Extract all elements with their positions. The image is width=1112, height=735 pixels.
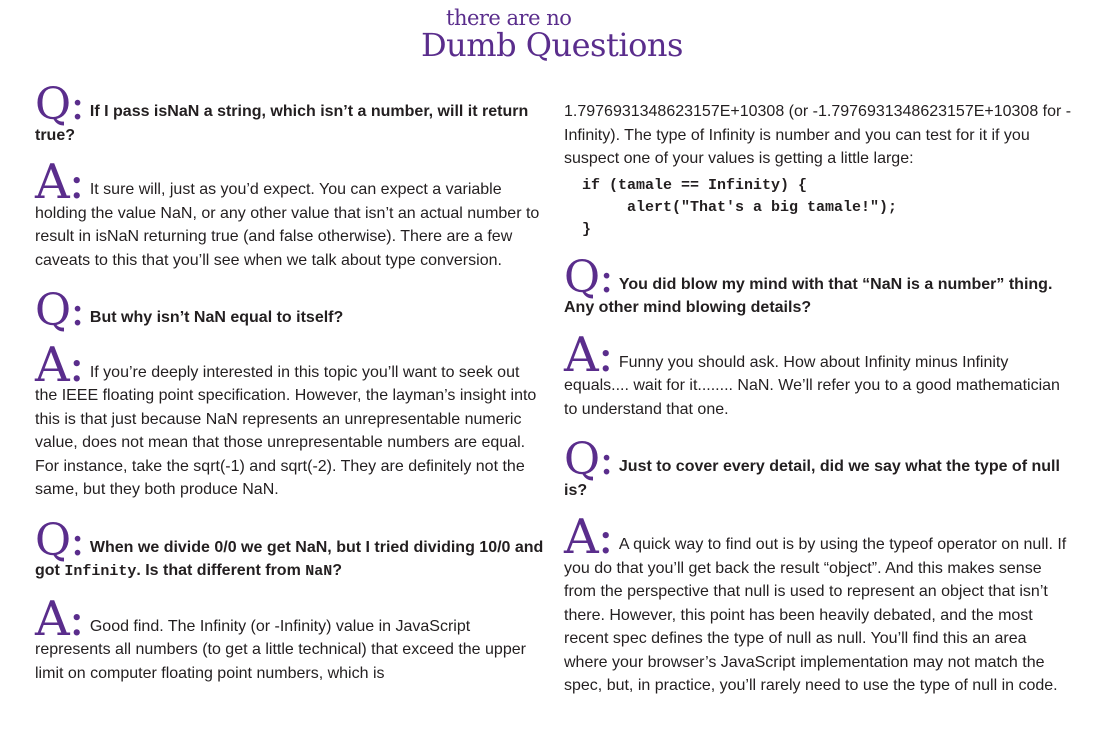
question-3-text-a: When we divide 0/0 we get NaN, but I tried dividing 10/0 and got (35, 538, 544, 579)
answer-5 (564, 509, 1074, 698)
code-line-3: } (582, 220, 592, 238)
question-3-code-nan: NaN (305, 563, 333, 580)
question-4 (564, 251, 1074, 320)
question-3-text-c: ? (332, 562, 343, 579)
page-header (0, 0, 1112, 80)
question-4-text: You did blow my mind with that “NaN is a number” thing. Any other mind blowing details? (564, 275, 1053, 316)
q-marker: Q: (35, 285, 84, 336)
answer-2 (35, 336, 545, 502)
answer-3-continued: 1.7976931348623157E+10308 (or -1.7976931348623157E+10308 for -Infinity). The type of Infinity is number and you can test for it if you suspect one of your values is getting a little large: (564, 103, 1072, 167)
question-1 (35, 79, 545, 147)
code-line-1: if (tamale == Infinity) { (582, 176, 808, 194)
header-title: Dumb Questions (421, 26, 683, 64)
answer-5-text: A quick way to find out is by using the typeof operator on null. If you do that you’ll get back the result “object”. And this makes sense from the perspective that null is used to represent an object that isn’t there. However, this point has been heavily debated, and the most recent spec defines the type of null as null. You’ll find this an area where your browser’s JavaScript implementation may not match the spec, but, in practice, you’ll rarely need to use the type of null in code. (564, 536, 1067, 694)
answer-3 (35, 590, 545, 686)
q-marker: Q: (564, 434, 613, 485)
answer-2-text: If you’re deeply interested in this topic you’ll want to seek out the IEEE floating point specification. However, the layman’s insight into this is that just because NaN represents an unrepresentable numeric value, does not mean that those unrepresentable numbers are equal. For instance, take the sqrt(-1) and sqrt(-2). They are definitely not the same, but they both produce NaN. (35, 363, 537, 498)
left-column (35, 79, 545, 709)
question-5-text: Just to cover every detail, did we say what the type of null is? (564, 458, 1060, 499)
right-column (564, 100, 1074, 722)
question-1-text: If I pass isNaN a string, which isn’t a number, will it return true? (35, 103, 529, 144)
a-marker: A: (35, 336, 84, 393)
question-2-text: But why isn’t NaN equal to itself? (89, 309, 344, 326)
code-snippet (582, 175, 1074, 241)
answer-4-text: Funny you should ask. How about Infinity minus Infinity equals.... wait for it........ NaN. We’ll refer you to a good mathematician to understand that one. (564, 353, 1060, 418)
a-marker: A: (35, 154, 84, 210)
a-marker: A: (35, 590, 84, 647)
answer-4 (564, 326, 1074, 422)
a-marker: A: (564, 509, 613, 565)
a-marker: A: (564, 326, 613, 383)
code-line-2: alert("That's a big tamale!"); (582, 198, 898, 216)
answer-1 (35, 154, 545, 272)
answer-1-text: It sure will, just as you’d expect. You can expect a variable holding the value NaN, or any other value that isn’t an actual number to result in isNaN returning true (and false otherwise). There are a few caveats to this that you’ll see when we talk about type conversion. (35, 181, 540, 269)
header-subtitle: there are no (446, 6, 572, 30)
answer-3-text: Good find. The Infinity (or -Infinity) value in JavaScript represents all numbers (to get a little technical) that exceed the upper limit on computer floating point numbers, which is (35, 617, 526, 682)
question-3-code-infinity: Infinity (64, 563, 137, 580)
question-2 (35, 285, 545, 336)
q-marker: Q: (35, 79, 84, 130)
question-5 (564, 434, 1074, 502)
question-3 (35, 514, 545, 584)
question-3-text-b: . Is that different from (136, 562, 301, 579)
q-marker: Q: (35, 514, 84, 566)
q-marker: Q: (564, 251, 613, 303)
